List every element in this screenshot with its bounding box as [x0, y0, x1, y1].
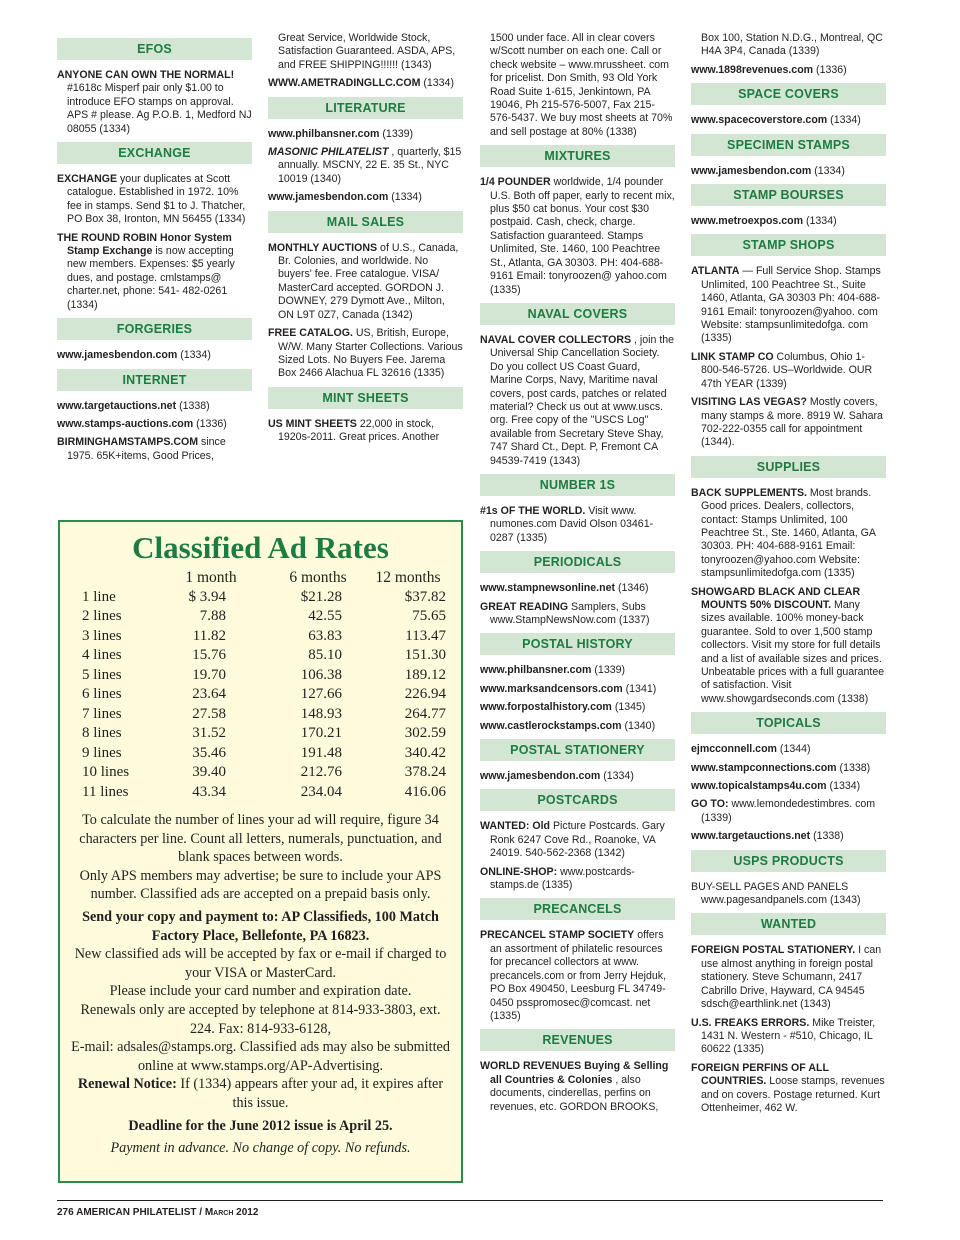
ad-text: US, British, Europe, W/W. Many Starter Collections. Various Sized Lots. No Buyers Fee. Jarema Box 2466 Alachua FL 32616 (1335) [278, 327, 463, 380]
ad-lead: ejmcconnell.com [691, 743, 777, 756]
rates-renew-text: Renewals only are accepted by telephone at 814-933-3803, ext. 224. Fax: 814-933-6128, [80, 1001, 441, 1037]
ad-text: (1334) [814, 164, 845, 177]
rates-title: Classified Ad Rates [132, 530, 389, 565]
ad-text: (1345) [614, 701, 646, 714]
ad-lead: EXCHANGE [57, 173, 118, 186]
page-number: 276 [57, 1207, 74, 1218]
rate-6-months: 127.66 [300, 686, 342, 703]
ad-lead: www.jamesbendon.com [57, 349, 178, 362]
classified-ad [268, 146, 463, 186]
rate-6-months: 212.76 [300, 764, 342, 781]
ad-text: (1334) [806, 215, 837, 228]
classified-ad [57, 349, 252, 362]
ad-lead: www.stampnewsonline.net [480, 582, 615, 595]
ad-text: (1338) [813, 830, 844, 843]
rate-1-month: 31.52 [192, 725, 226, 742]
ad-lead: 1/4 POUNDER [480, 176, 551, 189]
ad-lead: LINK STAMP CO [691, 350, 774, 363]
ad-text: is now accepting new members. Expenses: $5 yearly dues, and postage. cmlstamps@ charter.net, phone: 541- 482-0261 (1334) [67, 245, 235, 311]
category-heading: POSTCARDS [480, 789, 675, 811]
ad-text: (1340) [624, 719, 656, 732]
rate-1-month: 19.70 [192, 666, 226, 683]
ad-text: (1334) [603, 770, 634, 783]
category-heading: STAMP SHOPS [691, 234, 886, 256]
classified-ad [691, 1062, 886, 1116]
ad-lead: www.metroexpos.com [691, 215, 804, 228]
classified-ad [691, 487, 886, 581]
ad-text: (1339) [594, 664, 626, 677]
classified-ad [691, 1017, 886, 1057]
category-heading: POSTAL STATIONERY [480, 739, 675, 761]
classified-ad [268, 128, 463, 141]
ad-text: Mike Treister, 1431 N. Western - #510, Chicago, IL 60622 (1335) [701, 1016, 876, 1056]
ad-text: 1500 under face. All in clear covers w/Scott number on each one. Call or check website – www.mrussheet. com for pricelist. Don Smith, 93 Old York Road Suite 1-615, Jenkintown, PA 19046, Ph 215-576-5007, Fax 215-576-5437. We buy most sheets at 70% and sell postage at 80% (1338) [490, 32, 673, 138]
rates-members-text: Only APS members may advertise; be sure to include your APS number. Classified ads are accepted on a prepaid basis only. [79, 867, 442, 903]
ad-lead: WORLD REVENUES Buying & Selling all Countries & Colonies [480, 1060, 669, 1086]
rate-row [82, 685, 446, 705]
rate-1-month: 23.64 [192, 686, 226, 703]
ad-lead: www.marksandcensors.com [480, 682, 623, 695]
ad-lead: www.castlerockstamps.com [480, 719, 622, 732]
classified-ad [691, 881, 886, 908]
rates-table [82, 568, 446, 802]
rate-6-months: 234.04 [300, 783, 342, 800]
classified-ad [480, 866, 675, 893]
rates-fax-text: New classified ads will be accepted by fax or e-mail if charged to your VISA or MasterCard. [74, 946, 447, 981]
category-heading: MINT SHEETS [268, 387, 463, 409]
category-heading: MIXTURES [480, 145, 675, 167]
classified-ad [268, 32, 463, 72]
ad-lead: ONLINE-SHOP: [480, 865, 558, 878]
classified-ad [691, 798, 886, 825]
rate-row [82, 783, 446, 803]
classified-ad [691, 265, 886, 345]
ad-text: Picture Postcards. Gary Ronk 6247 Cove Rd., Roanoke, VA 24019. 540-562-2368 (1342) [490, 820, 665, 860]
ad-text: Mostly covers, many stamps & more. 8919 W. Sahara 702-222-0355 call for appointment (1344). [701, 396, 883, 449]
ad-text: (1336) [196, 417, 227, 430]
renewal-notice-text: If (1334) appears after your ad, it expires after this issue. [180, 1076, 444, 1111]
ad-lead: www.philbansner.com [268, 127, 380, 140]
ad-lead: GREAT READING [480, 600, 569, 613]
ad-text: (1346) [617, 582, 649, 595]
ad-lead: FREE CATALOG. [268, 327, 353, 340]
classified-ad [57, 173, 252, 227]
ad-text: , also documents, cinderellas, perfins on revenues, etc. GORDON BROOKS, [490, 1073, 659, 1113]
classified-ad [691, 396, 886, 450]
rates-header-1-month: 1 month [185, 568, 237, 586]
rate-12-months: $37.82 [404, 588, 446, 605]
rates-email-text: E-mail: adsales@stamps.org. Classified ads may also be submitted online at www.stamps.org/AP-Advertising. [71, 1039, 450, 1074]
ad-lead: www.1898revenues.com [691, 63, 814, 76]
classified-ad-rates-box [58, 520, 463, 1183]
classified-ad [268, 242, 463, 322]
ad-lead: www.forpostalhistory.com [480, 701, 612, 714]
ad-lead: WWW.AMETRADINGLLC.COM [268, 77, 421, 90]
category-heading: WANTED [691, 913, 886, 935]
classified-ad [268, 418, 463, 445]
ad-lead: www.jamesbendon.com [480, 770, 601, 783]
rate-lines: 1 line [82, 588, 116, 605]
rates-deadline: Deadline for the June 2012 issue is April 25. [128, 1117, 393, 1134]
ad-lead: www.stampconnections.com [691, 761, 837, 774]
ad-lead: www.spacecoverstore.com [691, 114, 828, 127]
ad-text: Loose stamps, revenues and on covers. Postage returned. Kurt Ottenheimer, 462 W. [701, 1075, 885, 1114]
column-2 [268, 32, 463, 450]
rate-12-months: 378.24 [404, 764, 446, 781]
rate-6-months: 191.48 [300, 744, 342, 761]
rate-lines: 5 lines [82, 666, 122, 683]
rates-header-6-months: 6 months [289, 568, 347, 586]
rate-row [82, 724, 446, 744]
classified-ad [268, 77, 463, 90]
ad-lead: www.topicalstamps4u.com [691, 780, 827, 793]
classified-ad [691, 762, 886, 775]
category-heading: LITERATURE [268, 97, 463, 119]
issue-date: March 2012 [204, 1207, 259, 1218]
ad-lead: ANYONE CAN OWN THE NORMAL! [57, 69, 235, 81]
column-4 [691, 32, 886, 1120]
classified-ad [480, 929, 675, 1023]
category-heading: INTERNET [57, 369, 252, 391]
rate-lines: 11 lines [82, 783, 129, 800]
ad-lead: ATLANTA [691, 265, 740, 278]
ad-text: www.postcards-stamps.de (1335) [490, 865, 635, 892]
ad-text: 22,000 in stock, 1920s-2011. Great prices. Another [278, 417, 440, 444]
rate-6-months: 63.83 [308, 627, 342, 644]
rate-1-month: 43.34 [192, 783, 226, 800]
rate-row [82, 666, 446, 686]
classified-ad [691, 743, 886, 756]
ad-text: (1334) [423, 77, 454, 90]
classified-ad [57, 400, 252, 413]
ad-text: (1336) [816, 63, 847, 76]
category-heading: POSTAL HISTORY [480, 633, 675, 655]
classified-ad [691, 830, 886, 843]
ad-text: Many sizes available. 100% money-back guarantee. Sold to over 1,500 stamp collectors. Visit my store for full details and a list of available sizes and prices. Unbeatable prices with a full guarantee of satisfaction. Visit www.showgardseconds.com (1338) [701, 598, 885, 705]
ad-lead: WANTED: Old [480, 820, 551, 833]
rate-6-months: 170.21 [300, 725, 342, 742]
rate-6-months: $21.28 [300, 588, 342, 605]
rate-1-month: 39.40 [192, 764, 226, 781]
rate-6-months: 106.38 [300, 666, 342, 683]
ad-text: Most brands. Good prices. Dealers, collectors, contact: Stamps Unlimited, 100 Peachtree St., Ste. 1460, Atlanta, GA 30303. PH: 404-688-9161 Email: tonyroozen@yahoo.com Website: stampsunlimitedofga.com (1335) [701, 486, 876, 580]
rate-lines: 2 lines [82, 608, 122, 625]
category-heading: EXCHANGE [57, 142, 252, 164]
classified-ad [268, 191, 463, 204]
classified-ad [691, 165, 886, 178]
ad-text: (1334) [830, 114, 861, 127]
ad-lead: THE ROUND ROBIN Honor System Stamp Exchange [57, 231, 232, 258]
rate-row [82, 763, 446, 783]
ad-text: worldwide, 1/4 pounder U.S. Both off paper, early to recent mix, plus $50 cat bonus. Your cost $30 postpaid. Cash, check, charge. Satisfaction guaranteed. Stamps Unlimited, Ste. 1460, 100 Peachtree St., Atlanta, GA 30303. PH: 404-688-9161 Email: tonyroozen@ yahoo.com (1335) [490, 176, 675, 296]
category-heading: SPECIMEN STAMPS [691, 134, 886, 156]
ad-lead: #1s OF THE WORLD. [480, 504, 586, 517]
ad-lead: GO TO: [691, 798, 729, 811]
ad-text: I can use almost anything in foreign postal stationery. Steve Schumann, 2417 Cabrillo Drive, Hayward, CA 94545 sdsch@earthlink.net (1343) [701, 944, 882, 1011]
rates-calc-text: To calculate the number of lines your ad will require, figure 34 characters per line. Count all letters, numerals, punctuation, and blank spaces between words. [79, 812, 442, 866]
rate-row [82, 705, 446, 725]
classified-ad [480, 32, 675, 139]
rates-renewal-notice [70, 1075, 451, 1112]
category-heading: USPS PRODUCTS [691, 850, 886, 872]
ad-lead: www.philbansner.com [480, 664, 592, 677]
category-heading: PRECANCELS [480, 898, 675, 920]
ad-lead: PRECANCEL STAMP SOCIETY [480, 929, 635, 942]
rate-row [82, 744, 446, 764]
rate-row [82, 607, 446, 627]
rate-6-months: 85.10 [308, 647, 342, 664]
classified-ad [691, 114, 886, 127]
classified-ad [480, 720, 675, 733]
magazine-name: AMERICAN PHILATELIST / [76, 1207, 203, 1218]
classified-ad [691, 780, 886, 793]
rates-card-text: Please include your card number and expiration date. [109, 983, 412, 1000]
classified-ad [480, 1060, 675, 1114]
classified-ad [480, 701, 675, 714]
rate-lines: 4 lines [82, 647, 122, 664]
rate-6-months: 42.55 [308, 608, 342, 625]
classified-ad [691, 944, 886, 1011]
ad-text: — Full Service Shop. Stamps Unlimited, 100 Peachtree St., Suite 1460, Atlanta, GA 30303 Ph: 404-688-9161 Email: tonyroozen@yahoo. com Website: stampsunlimitedofga. com (1335) [701, 265, 881, 345]
classified-ad [480, 770, 675, 783]
rate-lines: 8 lines [82, 725, 122, 742]
ad-text: (1341) [625, 682, 657, 695]
ad-text: Box 100, Station N.D.G., Montreal, QC H4A 3P4, Canada (1339) [701, 32, 883, 58]
rate-12-months: 75.65 [412, 608, 446, 625]
ad-text: Great Service, Worldwide Stock, Satisfaction Guaranteed. ASDA, APS, and FREE SHIPPING!!!!!! (1343) [278, 32, 456, 71]
ad-lead: FOREIGN PERFINS OF ALL COUNTRIES. [691, 1061, 829, 1088]
rate-row [82, 627, 446, 647]
rate-12-months: 113.47 [405, 627, 446, 644]
ad-text: (1344) [779, 743, 811, 756]
rate-6-months: 148.93 [300, 705, 342, 722]
ad-text: , quarterly, $15 annually. MSCNY, 22 E. 35 St., NYC 10019 (1340) [278, 146, 462, 185]
category-heading: SPACE COVERS [691, 83, 886, 105]
ad-lead: FOREIGN POSTAL STATIONERY. [691, 944, 856, 957]
rate-12-months: 416.06 [404, 783, 446, 800]
classified-ad [691, 32, 886, 59]
classified-ad [480, 582, 675, 595]
category-heading: NUMBER 1S [480, 474, 675, 496]
category-heading: TOPICALS [691, 712, 886, 734]
ad-lead: www.stamps-auctions.com [57, 417, 194, 430]
rates-payment-note: Payment in advance. No change of copy. No refunds. [110, 1140, 411, 1157]
classified-ad [691, 64, 886, 77]
ad-text: #1618c Misperf pair only $1.00 to introduce EFO stamps on approval. APS # please. Ag P.O.B. 1, Medford NJ 08055 (1334) [67, 82, 252, 135]
classified-ad [480, 176, 675, 297]
ad-lead: www.targetauctions.net [691, 830, 811, 843]
classified-ad [480, 505, 675, 545]
category-heading: PERIODICALS [480, 551, 675, 573]
ad-lead: BACK SUPPLEMENTS. [691, 486, 807, 499]
rate-1-month: $ 3.94 [188, 588, 226, 605]
column-1 [57, 32, 252, 468]
category-heading: MAIL SALES [268, 211, 463, 233]
ad-text: (1334) [391, 191, 422, 204]
rates-send-text: Send your copy and payment to: AP Classifieds, 100 Match Factory Place, Bellefonte, PA 16823. [82, 908, 439, 944]
ad-lead: BIRMINGHAMSTAMPS.COM [57, 436, 199, 449]
ad-text: (1334) [180, 349, 211, 362]
rate-12-months: 151.30 [404, 647, 446, 664]
ad-text: BUY-SELL PAGES AND PANELS www.pagesandpanels.com (1343) [691, 880, 861, 907]
rate-row [82, 646, 446, 666]
rate-12-months: 340.42 [404, 744, 446, 761]
category-heading: REVENUES [480, 1029, 675, 1051]
ad-lead: NAVAL COVER COLLECTORS [480, 333, 632, 346]
classified-ad [691, 215, 886, 228]
ad-lead: MONTHLY AUCTIONS [268, 241, 378, 254]
classified-ad [480, 683, 675, 696]
ad-text: since 1975. 65K+items, Good Prices, [67, 436, 226, 462]
rate-1-month: 35.46 [192, 744, 226, 761]
page-footer [57, 1200, 883, 1218]
classified-ad [57, 436, 252, 463]
rate-1-month: 15.76 [192, 647, 226, 664]
ad-text: of U.S., Canada, Br. Colonies, and worldwide. No buyers' fee. Free catalogue. VISA/ MasterCard accepted. GORDON J. DOWNEY, 279 Dymott Ave., Milton, ON L9T 0Z7, Canada (1342) [278, 241, 459, 321]
category-heading: SUPPLIES [691, 456, 886, 478]
renewal-notice-label: Renewal Notice: [77, 1076, 177, 1093]
classified-ad [57, 418, 252, 431]
ad-lead: www.jamesbendon.com [268, 191, 389, 204]
ad-text: Samplers, Subs www.StampNewsNow.com (1337) [490, 600, 650, 626]
ad-lead: VISITING LAS VEGAS? [691, 396, 807, 409]
rates-corner [82, 568, 156, 588]
category-heading: STAMP BOURSES [691, 184, 886, 206]
category-heading: NAVAL COVERS [480, 303, 675, 325]
ad-text: Visit www. numones.com David Olson 03461-0287 (1335) [490, 504, 654, 544]
rate-12-months: 264.77 [404, 705, 446, 722]
ad-text: (1338) [839, 761, 871, 774]
ad-lead: SHOWGARD BLACK AND CLEAR MOUNTS 50% DISCOUNT. [691, 585, 861, 611]
category-heading: EFOS [57, 38, 252, 60]
ad-lead: www.jamesbendon.com [691, 164, 812, 177]
rate-lines: 9 lines [82, 744, 122, 761]
classified-ad [57, 69, 252, 136]
ad-lead: www.targetauctions.net [57, 399, 177, 412]
rate-12-months: 302.59 [404, 725, 446, 742]
ad-text: www.lemondedestimbres. com (1339) [701, 798, 876, 824]
classified-ad [480, 601, 675, 628]
ad-text: (1339) [382, 127, 414, 140]
classified-ad [691, 351, 886, 391]
rate-row [82, 588, 446, 608]
ad-text: your duplicates at Scott catalogue. Established in 1972. 10% fee in stamps. Send $1 to J. Thatcher, PO Box 38, Ironton, MN 56455 (1334) [67, 173, 246, 226]
rate-1-month: 7.88 [199, 608, 226, 625]
classified-ad [480, 820, 675, 860]
column-3 [480, 32, 675, 1119]
rate-lines: 10 lines [82, 764, 130, 781]
ad-lead: U.S. FREAKS ERRORS. [691, 1016, 810, 1029]
ad-text: (1338) [179, 399, 210, 412]
ad-text: , join the Universal Ship Cancellation Society. Do you collect US Coast Guard, Marine Corps, Navy, Maritime naval covers, post cards, patches or related material? Check us out at www.uscs. org. Free copy of the "USCS Log" available from Secretary Steve Shay, 747 Shard Ct., Dept. P, Fremont CA 94539-7419 (1343) [490, 333, 675, 467]
rate-1-month: 27.58 [192, 705, 226, 722]
rate-lines: 6 lines [82, 686, 122, 703]
rates-header-12-months: 12 months [375, 568, 441, 586]
rate-1-month: 11.82 [192, 627, 226, 644]
classified-ad [268, 327, 463, 381]
classified-ad [57, 232, 252, 312]
category-heading: FORGERIES [57, 318, 252, 340]
classified-ad [480, 334, 675, 468]
classified-ad [691, 586, 886, 707]
rate-lines: 7 lines [82, 705, 122, 722]
ad-lead: MASONIC PHILATELIST [268, 146, 389, 159]
rate-12-months: 226.94 [404, 686, 446, 703]
ad-text: (1334) [829, 780, 861, 793]
ad-text: Columbus, Ohio 1-800-546-5726. US–Worldwide. OUR 47th YEAR (1339) [701, 350, 873, 390]
rate-12-months: 189.12 [404, 666, 446, 683]
classified-ad [480, 664, 675, 677]
ad-lead: US MINT SHEETS [268, 417, 357, 430]
rate-lines: 3 lines [82, 627, 122, 644]
ad-text: offers an assortment of philatelic resources for precancel collectors at www. precancels.com or from Jerry Hejduk, PO Box 490450, Leesburg FL 34749-0450 psspromosec@comcast. net (1335) [490, 929, 667, 1022]
